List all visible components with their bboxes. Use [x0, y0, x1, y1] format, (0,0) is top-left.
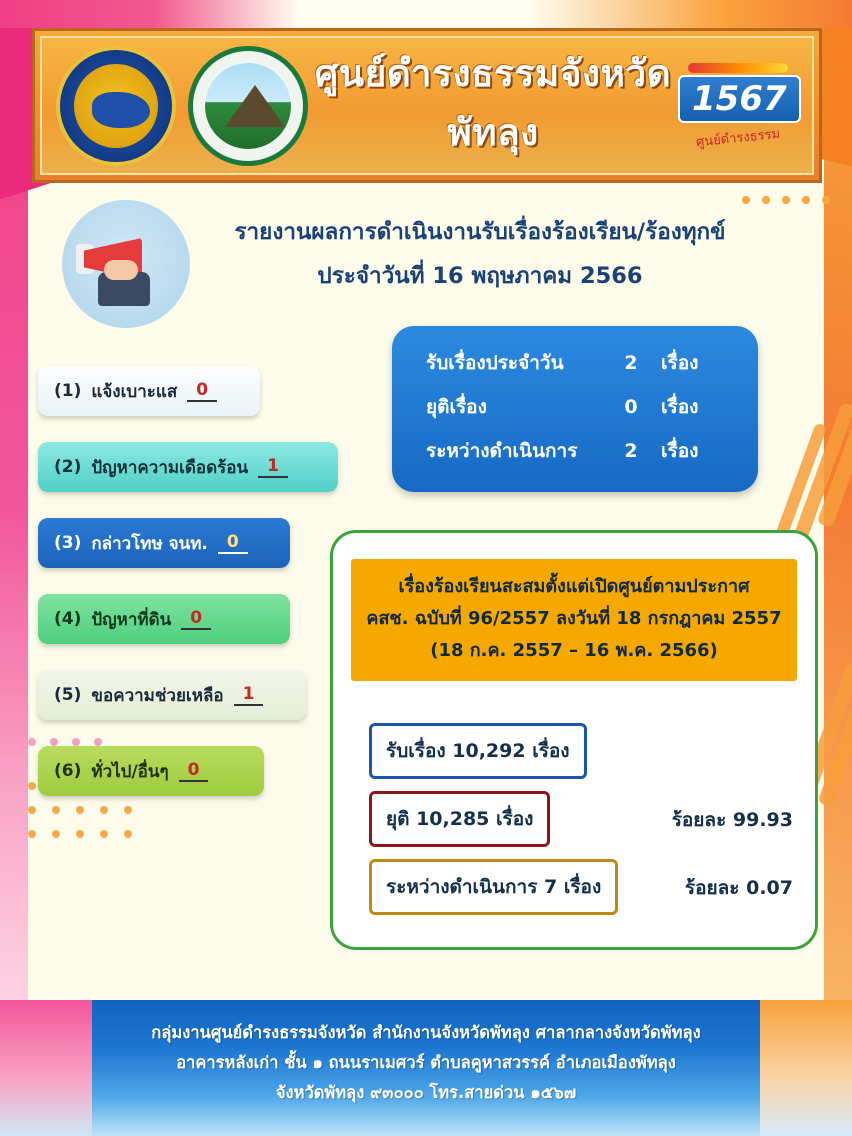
- category-chip-1: [38, 366, 260, 416]
- daily-summary-box: [392, 326, 758, 492]
- footer-line-1: กลุ่มงานศูนย์ดำรงธรรมจังหวัด สำนักงานจังหวัดพัทลุง ศาลากลางจังหวัดพัทลุง: [151, 1023, 701, 1042]
- daily-row-closed: [426, 392, 732, 422]
- report-title-line1: รายงานผลการดำเนินงานรับเรื่องร้องเรียน/ร้องทุกข์: [234, 219, 726, 245]
- cumulative-header-line2: คสช. ฉบับที่ 96/2557 ลงวันที่ 18 กรกฎาคม 2557: [366, 608, 782, 629]
- category-value-3: 0: [218, 532, 248, 554]
- category-value-4: 0: [181, 608, 211, 630]
- hotline-sublabel: ศูนย์ดำรงธรรม: [695, 126, 781, 151]
- daily-unit-received: เรื่อง: [661, 352, 699, 374]
- category-chip-6: [38, 746, 264, 796]
- category-index-4: (4): [54, 609, 82, 629]
- cumulative-in-progress: ระหว่างดำเนินการ 7 เรื่อง: [369, 859, 618, 915]
- category-value-2: 1: [258, 456, 288, 478]
- daily-label-closed: ยุติเรื่อง: [426, 396, 487, 418]
- category-label-4: ปัญหาที่ดิน: [91, 609, 172, 630]
- daily-row-in-progress: [426, 436, 732, 466]
- phatthalung-provincial-seal-icon: [188, 46, 308, 166]
- daily-unit-in-progress: เรื่อง: [661, 440, 699, 462]
- footer-line-2: อาคารหลังเก่า ชั้น ๑ ถนนราเมศวร์ ตำบลคูหาสวรรค์ อำเภอเมืองพัทลุง: [176, 1053, 676, 1072]
- category-label-3: กล่าวโทษ จนท.: [91, 533, 208, 554]
- report-title: [200, 210, 760, 298]
- category-label-6: ทั่วไป/อื่นๆ: [91, 761, 169, 782]
- daily-value-in-progress: 2: [624, 440, 638, 462]
- garuda-seal-icon: [56, 46, 176, 166]
- hotline-number: 1567: [678, 75, 801, 123]
- cumulative-header-line1: เรื่องร้องเรียนสะสมตั้งแต่เปิดศูนย์ตามประกาศ: [398, 576, 750, 597]
- swoosh-icon: [688, 63, 788, 73]
- cumulative-in-progress-percent: ร้อยละ 0.07: [684, 877, 793, 899]
- decor-dots-left: [28, 738, 102, 746]
- footer-line-3: จังหวัดพัทลุง ๙๓๐๐๐ โทร.สายด่วน ๑๕๖๗: [275, 1083, 577, 1102]
- cumulative-header-line3: (18 ก.ค. 2557 – 16 พ.ค. 2566): [430, 640, 718, 661]
- category-value-1: 0: [187, 380, 217, 402]
- category-label-1: แจ้งเบาะแส: [91, 381, 178, 402]
- daily-label-in-progress: ระหว่างดำเนินการ: [426, 440, 578, 462]
- category-index-5: (5): [54, 685, 82, 705]
- category-value-5: 1: [234, 684, 264, 706]
- category-index-6: (6): [54, 761, 82, 781]
- category-index-1: (1): [54, 381, 82, 401]
- category-chip-3: [38, 518, 290, 568]
- category-chip-2: [38, 442, 338, 492]
- megaphone-icon: [62, 200, 190, 328]
- cumulative-header: [351, 559, 797, 681]
- category-index-3: (3): [54, 533, 82, 553]
- header-banner: [32, 28, 822, 183]
- cumulative-panel: [330, 530, 818, 950]
- daily-label-received: รับเรื่องประจำวัน: [426, 352, 564, 374]
- background-top-strip: [0, 0, 852, 28]
- daily-value-received: 2: [624, 352, 638, 374]
- daily-value-closed: 0: [624, 396, 638, 418]
- hotline-logo: [678, 63, 798, 151]
- category-label-2: ปัญหาความเดือดร้อน: [91, 457, 249, 478]
- cumulative-closed: ยุติ 10,285 เรื่อง: [369, 791, 550, 847]
- footer-contact: [0, 1000, 852, 1136]
- category-value-6: 0: [179, 760, 209, 782]
- category-label-5: ขอความช่วยเหลือ: [91, 685, 224, 706]
- cumulative-closed-percent: ร้อยละ 99.93: [671, 809, 793, 831]
- category-index-2: (2): [54, 457, 82, 477]
- daily-row-received: [426, 348, 732, 378]
- report-title-line2: ประจำวันที่ 16 พฤษภาคม 2566: [317, 263, 643, 289]
- decor-dots-top-right: [742, 196, 830, 204]
- header-banner-inner: [40, 36, 814, 175]
- daily-unit-closed: เรื่อง: [661, 396, 699, 418]
- cumulative-received: รับเรื่อง 10,292 เรื่อง: [369, 723, 587, 779]
- page-title: ศูนย์ดำรงธรรมจังหวัดพัทลุง: [314, 51, 672, 154]
- category-chip-4: [38, 594, 290, 644]
- category-chip-5: [38, 670, 306, 720]
